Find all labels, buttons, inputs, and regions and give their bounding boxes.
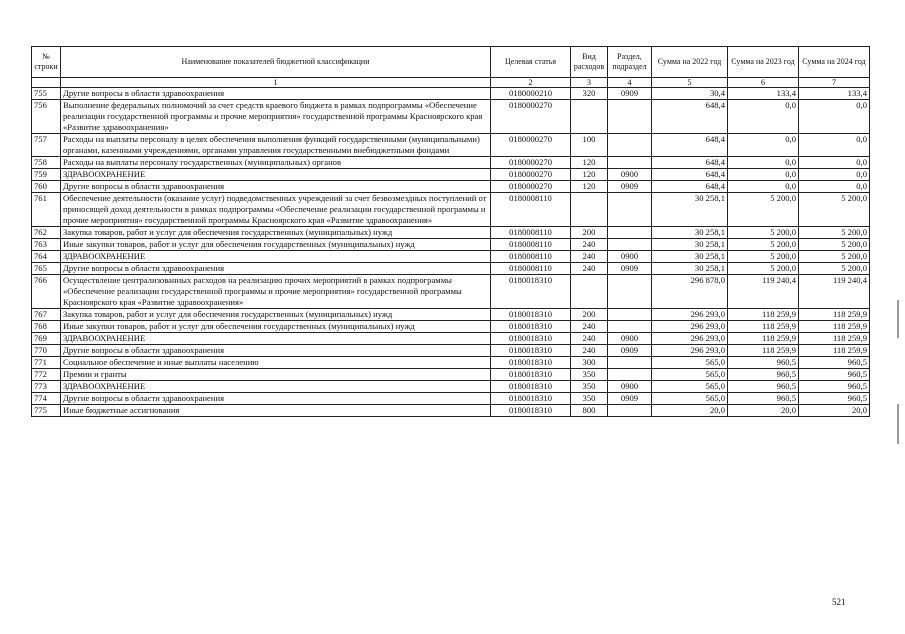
sum-2024: 5 200,0 xyxy=(799,227,870,239)
sum-2024: 5 200,0 xyxy=(799,239,870,251)
target-article: 0180008110 xyxy=(491,263,571,275)
sum-2022: 30 258,1 xyxy=(652,251,728,263)
section-code: 0909 xyxy=(608,263,652,275)
expense-type: 120 xyxy=(571,169,608,181)
sum-2024: 20,0 xyxy=(799,405,870,417)
indicator-name: Другие вопросы в области здравоохранения xyxy=(61,393,491,405)
section-code xyxy=(608,321,652,333)
sum-2024: 960,5 xyxy=(799,393,870,405)
target-article: 0180018310 xyxy=(491,275,571,309)
expense-type: 240 xyxy=(571,345,608,357)
expense-type: 800 xyxy=(571,405,608,417)
sum-2024: 0,0 xyxy=(799,134,870,157)
sum-2022: 648,4 xyxy=(652,134,728,157)
header-target-article: Целевая статья xyxy=(491,47,571,78)
table-row xyxy=(32,134,870,157)
section-code xyxy=(608,309,652,321)
indicator-name: Осуществление централизованных расходов на реализацию прочих мероприятий в рамках подпрограммы «Обеспечение реализации государственной программы и прочие мероприятия» государственной программы Красноярского края «Развитие здравоохранения» xyxy=(61,275,491,309)
target-article: 0180000270 xyxy=(491,157,571,169)
target-article: 0180008110 xyxy=(491,193,571,227)
expense-type: 100 xyxy=(571,134,608,157)
sum-2022: 30 258,1 xyxy=(652,263,728,275)
row-number: 771 xyxy=(32,357,61,369)
sum-2024: 118 259,9 xyxy=(799,309,870,321)
header-row-number: № строки xyxy=(32,47,61,78)
expense-type: 240 xyxy=(571,333,608,345)
indicator-name: Премии и гранты xyxy=(61,369,491,381)
sum-2022: 30 258,1 xyxy=(652,239,728,251)
indicator-name: Другие вопросы в области здравоохранения xyxy=(61,181,491,193)
sum-2022: 296 293,0 xyxy=(652,321,728,333)
target-article: 0180018310 xyxy=(491,333,571,345)
sum-2023: 5 200,0 xyxy=(728,227,799,239)
indicator-name: Другие вопросы в области здравоохранения xyxy=(61,88,491,100)
table-row xyxy=(32,263,870,275)
section-code: 0900 xyxy=(608,169,652,181)
column-number: 3 xyxy=(571,78,608,88)
section-code xyxy=(608,369,652,381)
indicator-name: Расходы на выплаты персоналу государственных (муниципальных) органов xyxy=(61,157,491,169)
expense-type: 240 xyxy=(571,239,608,251)
target-article: 0180008110 xyxy=(491,227,571,239)
sum-2024: 5 200,0 xyxy=(799,251,870,263)
sum-2023: 133,4 xyxy=(728,88,799,100)
row-number: 759 xyxy=(32,169,61,181)
row-number: 764 xyxy=(32,251,61,263)
section-code xyxy=(608,227,652,239)
table-row xyxy=(32,100,870,134)
section-code xyxy=(608,193,652,227)
indicator-name: Иные закупки товаров, работ и услуг для обеспечения государственных (муниципальных) нужд xyxy=(61,321,491,333)
row-number: 758 xyxy=(32,157,61,169)
target-article: 0180018310 xyxy=(491,381,571,393)
table-row xyxy=(32,251,870,263)
section-code xyxy=(608,239,652,251)
sum-2022: 648,4 xyxy=(652,181,728,193)
sum-2023: 0,0 xyxy=(728,181,799,193)
section-code: 0909 xyxy=(608,88,652,100)
target-article: 0180018310 xyxy=(491,345,571,357)
target-article: 0180000270 xyxy=(491,181,571,193)
table-row xyxy=(32,157,870,169)
indicator-name: Закупка товаров, работ и услуг для обеспечения государственных (муниципальных) нужд xyxy=(61,227,491,239)
row-number: 760 xyxy=(32,181,61,193)
indicator-name: ЗДРАВООХРАНЕНИЕ xyxy=(61,381,491,393)
row-number: 763 xyxy=(32,239,61,251)
sum-2024: 0,0 xyxy=(799,181,870,193)
sum-2023: 118 259,9 xyxy=(728,333,799,345)
page-number: 521 xyxy=(832,597,846,607)
sum-2024: 133,4 xyxy=(799,88,870,100)
section-code: 0909 xyxy=(608,393,652,405)
sum-2023: 0,0 xyxy=(728,169,799,181)
row-number: 767 xyxy=(32,309,61,321)
sum-2022: 30,4 xyxy=(652,88,728,100)
sum-2022: 565,0 xyxy=(652,393,728,405)
expense-type: 240 xyxy=(571,263,608,275)
row-number: 770 xyxy=(32,345,61,357)
header-sum-2023: Сумма на 2023 год xyxy=(728,47,799,78)
target-article: 0180008110 xyxy=(491,239,571,251)
expense-type xyxy=(571,100,608,134)
section-code xyxy=(608,157,652,169)
sum-2024: 960,5 xyxy=(799,381,870,393)
sum-2023: 118 259,9 xyxy=(728,321,799,333)
header-sum-2024: Сумма на 2024 год xyxy=(799,47,870,78)
sum-2024: 960,5 xyxy=(799,369,870,381)
sum-2023: 118 259,9 xyxy=(728,309,799,321)
row-number: 756 xyxy=(32,100,61,134)
scan-edge-mark xyxy=(897,404,899,444)
target-article: 0180000210 xyxy=(491,88,571,100)
table-header-row xyxy=(32,47,870,78)
sum-2024: 0,0 xyxy=(799,169,870,181)
sum-2023: 5 200,0 xyxy=(728,263,799,275)
column-number: 6 xyxy=(728,78,799,88)
indicator-name: Расходы на выплаты персоналу в целях обеспечения выполнения функций государственными (муниципальными) органами, казенными учреждениями, органами управления государственными внебюджетными фондами xyxy=(61,134,491,157)
header-section: Раздел, подраздел xyxy=(608,47,652,78)
column-number-row xyxy=(32,78,870,88)
expense-type: 240 xyxy=(571,251,608,263)
expense-type: 200 xyxy=(571,309,608,321)
section-code: 0900 xyxy=(608,333,652,345)
target-article: 0180000270 xyxy=(491,169,571,181)
table-row xyxy=(32,88,870,100)
indicator-name: Закупка товаров, работ и услуг для обеспечения государственных (муниципальных) нужд xyxy=(61,309,491,321)
column-number: 5 xyxy=(652,78,728,88)
sum-2022: 30 258,1 xyxy=(652,227,728,239)
expense-type: 240 xyxy=(571,321,608,333)
target-article: 0180018310 xyxy=(491,369,571,381)
table-row xyxy=(32,309,870,321)
sum-2023: 20,0 xyxy=(728,405,799,417)
sum-2022: 296 293,0 xyxy=(652,309,728,321)
expense-type: 350 xyxy=(571,393,608,405)
sum-2022: 296 878,0 xyxy=(652,275,728,309)
section-code: 0900 xyxy=(608,381,652,393)
table-row xyxy=(32,181,870,193)
sum-2024: 960,5 xyxy=(799,357,870,369)
indicator-name: Другие вопросы в области здравоохранения xyxy=(61,263,491,275)
indicator-name: ЗДРАВООХРАНЕНИЕ xyxy=(61,251,491,263)
row-number: 762 xyxy=(32,227,61,239)
row-number: 757 xyxy=(32,134,61,157)
expense-type: 320 xyxy=(571,88,608,100)
table-row xyxy=(32,239,870,251)
sum-2022: 296 293,0 xyxy=(652,333,728,345)
expense-type: 200 xyxy=(571,227,608,239)
sum-2023: 0,0 xyxy=(728,134,799,157)
table-row xyxy=(32,193,870,227)
column-number: 2 xyxy=(491,78,571,88)
section-code xyxy=(608,275,652,309)
indicator-name: Иные закупки товаров, работ и услуг для обеспечения государственных (муниципальных) нужд xyxy=(61,239,491,251)
sum-2024: 118 259,9 xyxy=(799,321,870,333)
table-row xyxy=(32,393,870,405)
sum-2023: 960,5 xyxy=(728,381,799,393)
sum-2022: 565,0 xyxy=(652,369,728,381)
sum-2024: 5 200,0 xyxy=(799,263,870,275)
row-number: 768 xyxy=(32,321,61,333)
sum-2023: 5 200,0 xyxy=(728,193,799,227)
row-number: 761 xyxy=(32,193,61,227)
column-number: 7 xyxy=(799,78,870,88)
column-number: 4 xyxy=(608,78,652,88)
expense-type xyxy=(571,193,608,227)
sum-2024: 5 200,0 xyxy=(799,193,870,227)
section-code xyxy=(608,100,652,134)
table-row xyxy=(32,345,870,357)
section-code: 0900 xyxy=(608,251,652,263)
sum-2022: 20,0 xyxy=(652,405,728,417)
expense-type xyxy=(571,275,608,309)
column-number: 1 xyxy=(61,78,491,88)
row-number: 775 xyxy=(32,405,61,417)
target-article: 0180008110 xyxy=(491,251,571,263)
expense-type: 350 xyxy=(571,381,608,393)
section-code: 0909 xyxy=(608,181,652,193)
target-article: 0180018310 xyxy=(491,405,571,417)
section-code: 0909 xyxy=(608,345,652,357)
sum-2024: 0,0 xyxy=(799,100,870,134)
table-row xyxy=(32,357,870,369)
sum-2024: 118 259,9 xyxy=(799,333,870,345)
row-number: 773 xyxy=(32,381,61,393)
table-row xyxy=(32,169,870,181)
sum-2023: 0,0 xyxy=(728,157,799,169)
row-number: 765 xyxy=(32,263,61,275)
indicator-name: Социальное обеспечение и иные выплаты населению xyxy=(61,357,491,369)
table-row xyxy=(32,275,870,309)
sum-2022: 648,4 xyxy=(652,157,728,169)
sum-2022: 648,4 xyxy=(652,169,728,181)
sum-2022: 30 258,1 xyxy=(652,193,728,227)
sum-2022: 565,0 xyxy=(652,357,728,369)
sum-2024: 119 240,4 xyxy=(799,275,870,309)
indicator-name: Обеспечение деятельности (оказание услуг) подведомственных учреждений за счет безвозмездных поступлений от приносящей доход деятельности в рамках подпрограммы «Обеспечение реализации государственной программы и прочие мероприятия» государственной программы Красноярского края «Развитие здравоохранения» xyxy=(61,193,491,227)
section-code xyxy=(608,134,652,157)
expense-type: 120 xyxy=(571,181,608,193)
sum-2023: 5 200,0 xyxy=(728,239,799,251)
table-row xyxy=(32,369,870,381)
sum-2022: 648,4 xyxy=(652,100,728,134)
sum-2022: 565,0 xyxy=(652,381,728,393)
indicator-name: ЗДРАВООХРАНЕНИЕ xyxy=(61,333,491,345)
header-expense-type: Вид расходов xyxy=(571,47,608,78)
table-row xyxy=(32,321,870,333)
target-article: 0180000270 xyxy=(491,134,571,157)
target-article: 0180018310 xyxy=(491,393,571,405)
sum-2023: 118 259,9 xyxy=(728,345,799,357)
indicator-name: Другие вопросы в области здравоохранения xyxy=(61,345,491,357)
expense-type: 350 xyxy=(571,369,608,381)
column-number xyxy=(32,78,61,88)
sum-2023: 0,0 xyxy=(728,100,799,134)
sum-2024: 0,0 xyxy=(799,157,870,169)
indicator-name: ЗДРАВООХРАНЕНИЕ xyxy=(61,169,491,181)
expense-type: 120 xyxy=(571,157,608,169)
sum-2024: 118 259,9 xyxy=(799,345,870,357)
row-number: 774 xyxy=(32,393,61,405)
row-number: 769 xyxy=(32,333,61,345)
table-row xyxy=(32,381,870,393)
target-article: 0180018310 xyxy=(491,309,571,321)
sum-2023: 960,5 xyxy=(728,357,799,369)
budget-page xyxy=(31,46,870,417)
table-row xyxy=(32,405,870,417)
header-indicator-name: Наименование показателей бюджетной классификации xyxy=(61,47,491,78)
sum-2023: 960,5 xyxy=(728,369,799,381)
table-row xyxy=(32,333,870,345)
sum-2022: 296 293,0 xyxy=(652,345,728,357)
indicator-name: Иные бюджетные ассигнования xyxy=(61,405,491,417)
section-code xyxy=(608,405,652,417)
target-article: 0180018310 xyxy=(491,357,571,369)
row-number: 772 xyxy=(32,369,61,381)
indicator-name: Выполнение федеральных полномочий за счет средств краевого бюджета в рамках подпрограммы «Обеспечение реализации государственной программы и прочие мероприятия» государственной программы Красноярского края «Развитие здравоохранения» xyxy=(61,100,491,134)
target-article: 0180000270 xyxy=(491,100,571,134)
row-number: 755 xyxy=(32,88,61,100)
budget-table xyxy=(31,46,870,417)
row-number: 766 xyxy=(32,275,61,309)
target-article: 0180018310 xyxy=(491,321,571,333)
section-code xyxy=(608,357,652,369)
header-sum-2022: Сумма на 2022 год xyxy=(652,47,728,78)
sum-2023: 5 200,0 xyxy=(728,251,799,263)
table-row xyxy=(32,227,870,239)
sum-2023: 119 240,4 xyxy=(728,275,799,309)
scan-edge-mark xyxy=(897,300,899,338)
table-body xyxy=(32,78,870,417)
sum-2023: 960,5 xyxy=(728,393,799,405)
expense-type: 300 xyxy=(571,357,608,369)
